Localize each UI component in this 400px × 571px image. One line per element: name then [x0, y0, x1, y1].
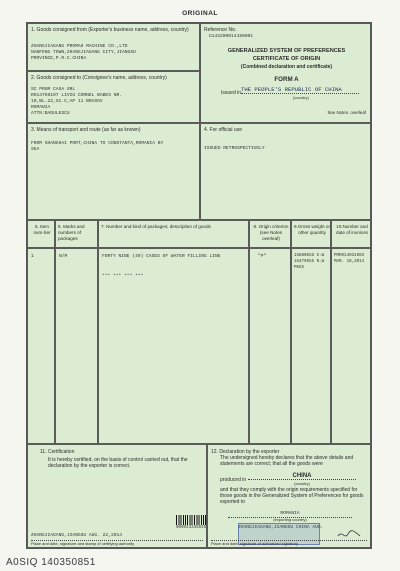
goods-stars: *** *** *** ***: [102, 274, 144, 279]
invoice-number: PMD014031903: [334, 254, 365, 258]
certification-text: It is hereby certified, on the basis of control carried out, that the declaration by the exporter is correct.: [48, 457, 188, 469]
issued-label: Issued in: [221, 90, 242, 96]
produced-in-label: produced in: [220, 477, 247, 483]
official-use-value: ISSUED RETROSPECTIVELY: [204, 146, 265, 151]
barcode-number: 000043345945: [176, 526, 207, 530]
certification-place-date: ZHANGJIAGANG,JIANGSU AUG. 22,2014: [31, 533, 122, 538]
col6-body: [55, 248, 98, 444]
importing-country-caption: (importing country): [273, 517, 307, 522]
combined-note: (Combined declaration and certificate): [240, 64, 333, 70]
col7-header: [98, 220, 249, 248]
issued-country-caption: (country): [293, 95, 309, 100]
reference-label: Reference No.: [204, 27, 237, 33]
form-a-title: FORM A: [274, 76, 299, 83]
col7-label: 7. Number and kind of packages; description of goods: [101, 224, 211, 229]
col9-header: [291, 220, 331, 248]
box-official-use: [200, 123, 371, 220]
box-transport: [27, 123, 200, 220]
importing-country: ROMANIA: [228, 511, 352, 518]
certificate-form: [26, 22, 372, 549]
produced-in-value: CHINA: [248, 473, 356, 480]
col6-label: 6. Marks and numbers of packages: [58, 224, 85, 241]
box12-label: 12. Declaration by the exporter: [211, 449, 280, 455]
consignee-line-2: RO14759197 LIVIU CORNEL BABES NR.: [31, 93, 122, 98]
col7-body: [98, 248, 249, 444]
gsp-title: GENERALIZED SYSTEM OF PREFERENCES: [227, 48, 346, 54]
col6-header: [55, 220, 98, 248]
reference-number: G143200014150001: [209, 34, 254, 39]
transport-line-2: SEA: [31, 147, 40, 152]
col10-label: 10.Number and date of invoices: [336, 224, 368, 235]
weight-line-1: 15880KGS G.W: [294, 254, 325, 258]
barcode: [176, 515, 206, 525]
declaration-text-2: and that they comply with the origin requirements specified for those goods in the Generalized System of Preferences for goods exported to: [220, 487, 364, 505]
weight-line-3: PKGS: [294, 266, 305, 270]
box-declaration: [207, 444, 371, 548]
box-reference: [200, 23, 371, 123]
col8-label: 8. Origin criterion (see Notes overleaf): [253, 224, 289, 241]
invoice-date: MAR. 18,2014: [334, 260, 365, 264]
box11-label: 11. Certification: [40, 449, 75, 455]
footer-serial: A0SIQ 140350851: [6, 557, 96, 568]
certificate-title: CERTIFICATE OF ORIGIN: [252, 56, 321, 62]
col8-header: [249, 220, 291, 248]
col10-body: [331, 248, 371, 444]
signature: [336, 528, 362, 540]
consignee-line-3: 10,BL.22,SC.C,AP 11 BRASOV: [31, 99, 103, 104]
box1-label: 1. Goods consigned from (Exporter's business name, address, country): [31, 27, 189, 33]
col5-label: 5. Item num-ber: [33, 224, 51, 235]
marks-value: N/M: [59, 254, 68, 259]
exporter-line-1: ZHANGJIAGANG PROMAH MACHINE CO.,LTD: [31, 44, 128, 49]
goods-description: FORTY NINE (49) CASES OF WATER FILLING LINE: [102, 254, 221, 259]
box3-label: 3. Means of transport and route (as far as known): [31, 127, 141, 133]
item-number: 1: [31, 254, 34, 259]
declaration-caption: Place and date, signature of authorized signatory: [211, 541, 298, 546]
box4-label: 4. For official use: [204, 127, 242, 133]
col10-header: [331, 220, 371, 248]
col9-label: 9.Gross weight or other quantity: [294, 224, 330, 235]
original-heading: ORIGINAL: [182, 10, 218, 17]
certification-caption: Place and date, signature and stamp of certifying authority: [31, 541, 135, 546]
box-exporter: [27, 23, 200, 71]
produced-country-caption: (country): [294, 481, 310, 486]
col5-header: [27, 220, 55, 248]
exporter-line-2: NANFENG TOWN,ZHANGJIAGANG CITY,JIANGSU: [31, 50, 136, 55]
transport-line-1: FROM SHANGHAI PORT,CHINA TO CONSTANTA,ROMANIA BY: [31, 141, 164, 146]
consignee-line-5: ATTN:BADULESCU: [31, 111, 70, 116]
box2-label: 2. Goods consigned to (Consignee's name, address, country): [31, 75, 167, 81]
origin-criterion: "P": [258, 254, 267, 259]
box-certification: [27, 444, 207, 548]
consignee-line-1: SC PRUM CASA SRL: [31, 87, 76, 92]
exporter-line-3: PROVINCE,P.R.C.CHINA: [31, 56, 87, 61]
issued-country: THE PEOPLE'S REPUBLIC OF CHINA: [241, 87, 359, 94]
see-notes-overleaf: See Notes. overleaf: [327, 110, 366, 115]
col9-body: [291, 248, 331, 444]
box-consignee: [27, 71, 200, 123]
consignee-line-4: ROMANIA: [31, 105, 51, 110]
col5-body: [27, 248, 55, 444]
declaration-text-1: The undersigned hereby declares that the above details and statements are correct; that all the goods were: [220, 455, 354, 467]
weight-line-2: 15479KGS N.W: [294, 260, 325, 264]
declaration-place-date: ZHANGJIAGANG,JIANGSU CHINA AUG.: [238, 525, 324, 530]
col8-body: [249, 248, 291, 444]
